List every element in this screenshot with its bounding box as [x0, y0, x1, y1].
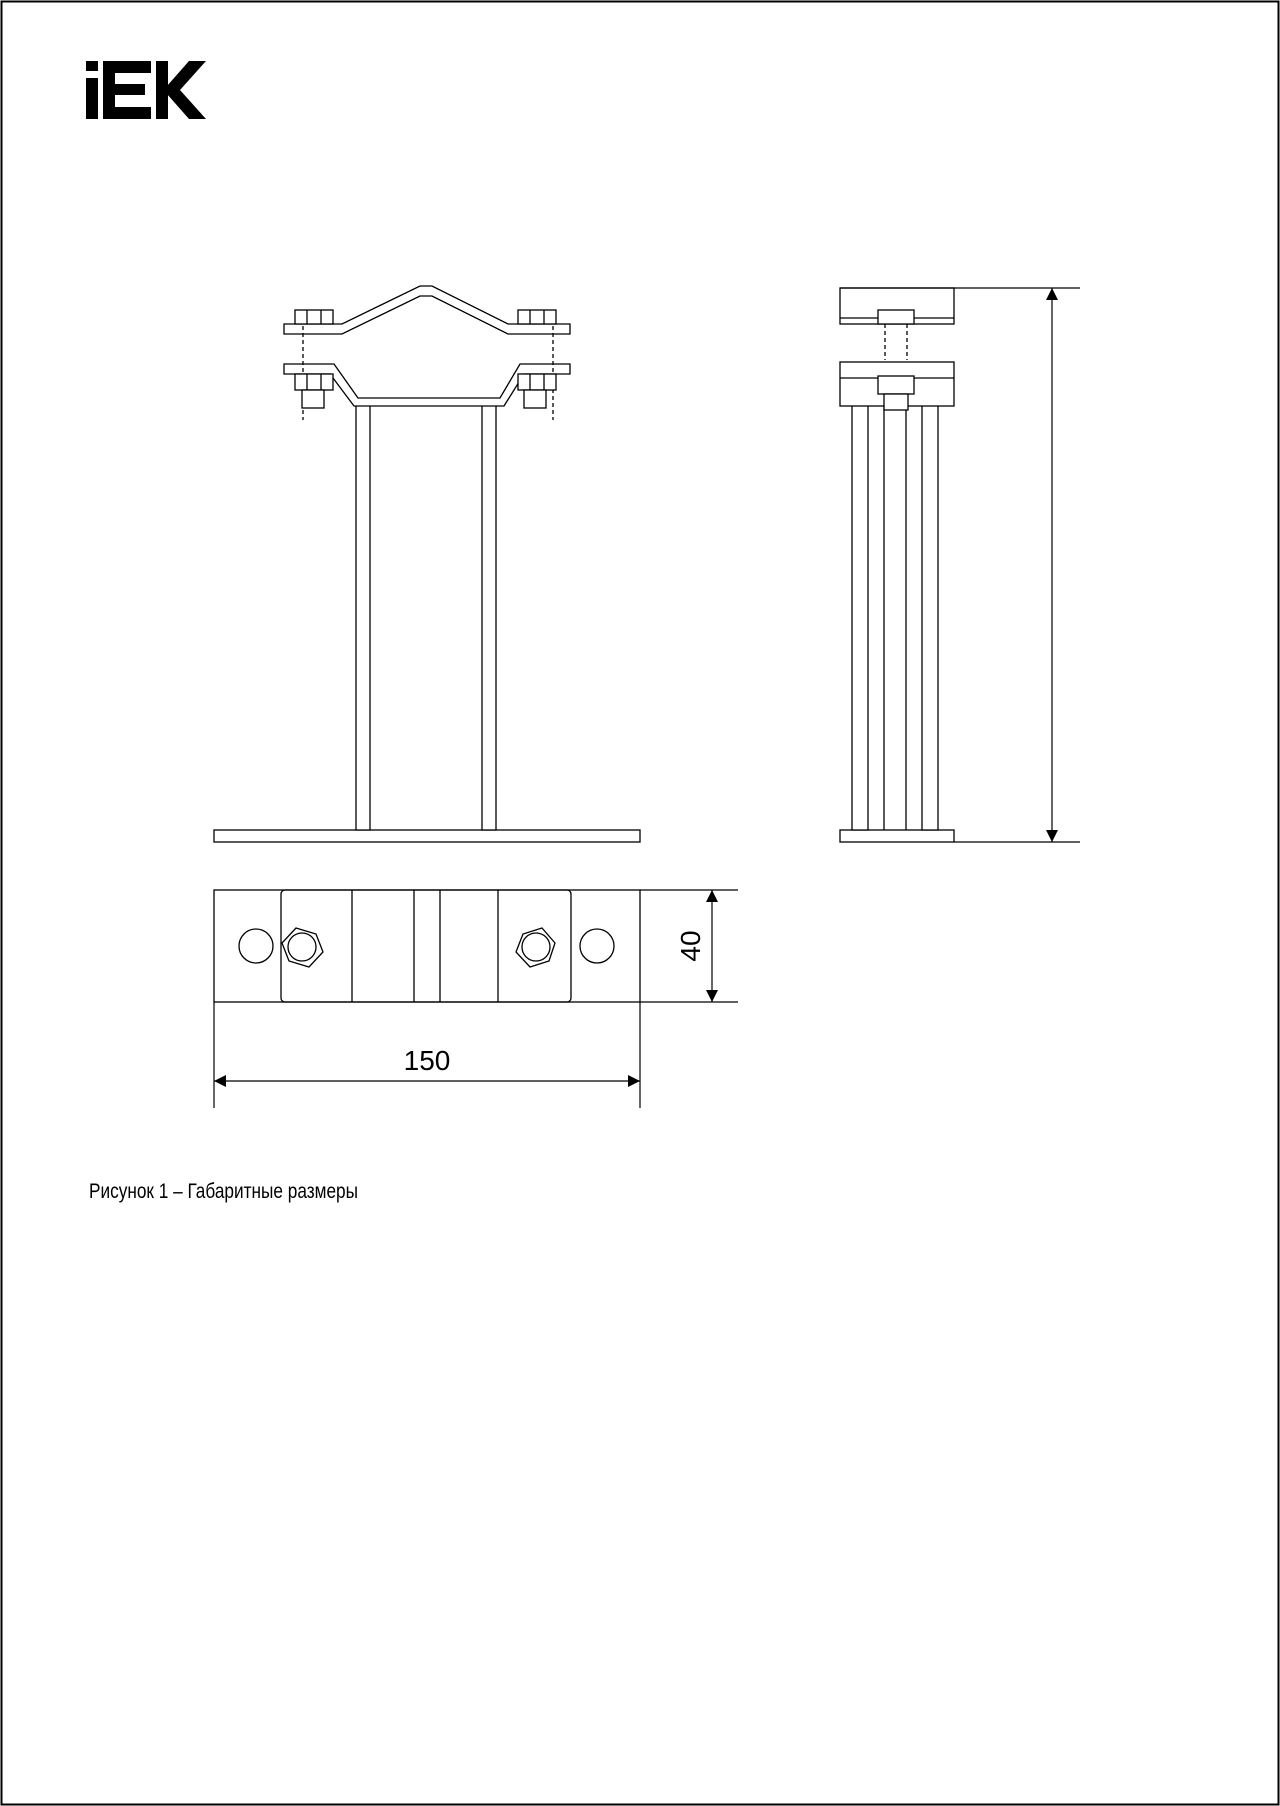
front-base-plate [214, 830, 640, 842]
front-left-post [356, 405, 370, 830]
front-view [214, 286, 640, 842]
side-view [840, 288, 954, 842]
dimension-depth: 40 [675, 930, 706, 962]
dimension-width: 150 [403, 1045, 451, 1076]
side-post-right [922, 405, 938, 830]
front-right-post [482, 405, 496, 830]
side-post-left [852, 405, 868, 830]
top-base-plate [214, 890, 640, 1002]
iek-logo [86, 61, 206, 119]
figure-caption: Рисунок 1 – Габаритные размеры [89, 1180, 358, 1203]
side-base-plate [840, 830, 954, 842]
top-view [214, 890, 640, 1002]
